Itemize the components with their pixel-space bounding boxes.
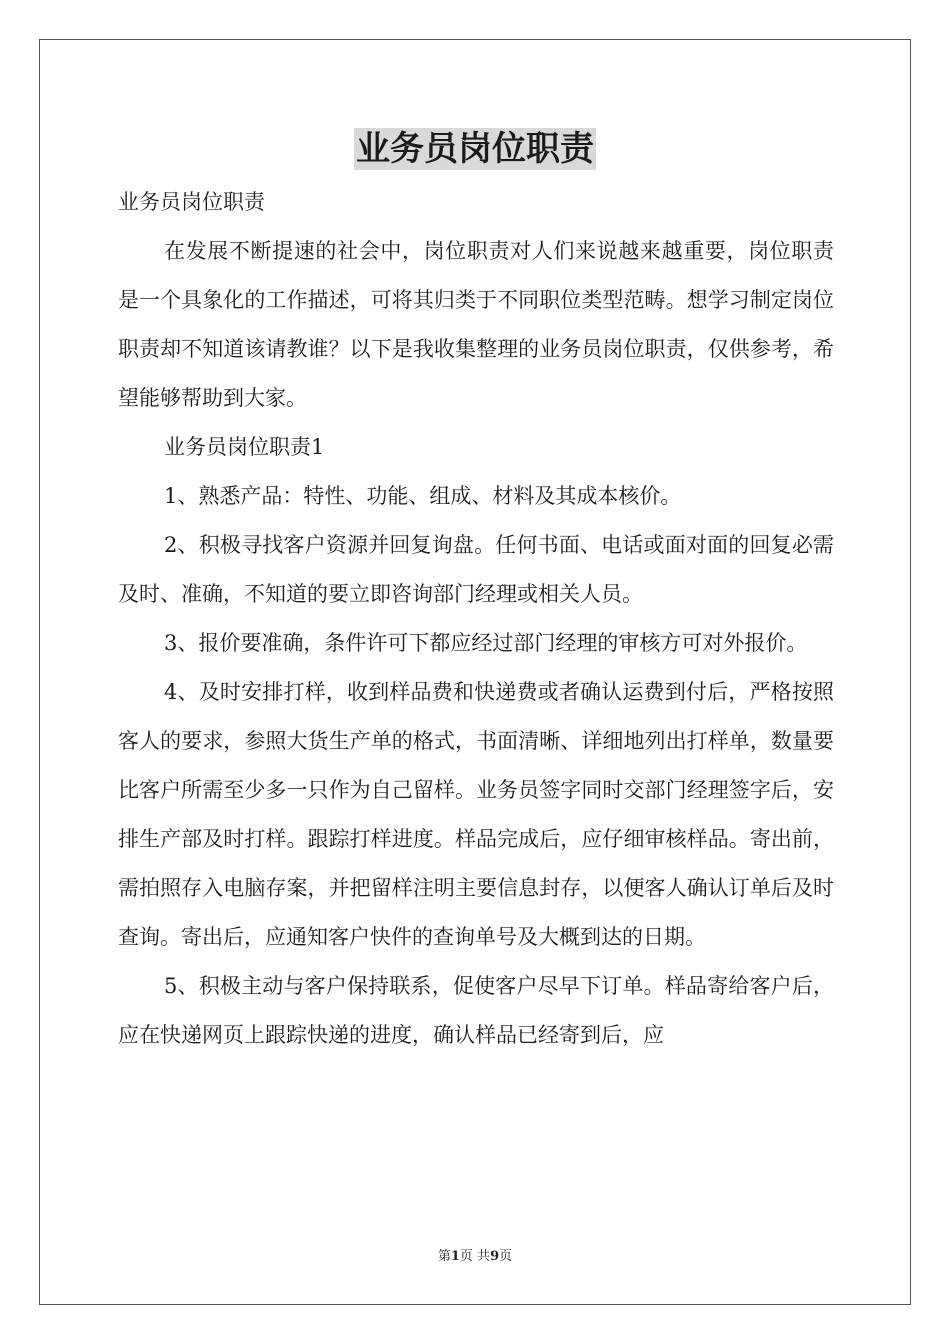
footer-current-page: 1 (450, 1249, 460, 1264)
paragraph-item-1: 1、熟悉产品：特性、功能、组成、材料及其成本核价。 (164, 484, 682, 508)
paragraph-item-4: 4、及时安排打样，收到样品费和快递费或者确认运费到付后，严格按照客人的要求，参照大货生产单的格式，书面清晰、详细地列出打样单，数量要比客户所需至少多一只作为自己留样。业务员签字同时交部门经理签字后，安排生产部及时打样。跟踪打样进度。样品完成后，应仔细审核样品。寄出前，需拍照存入电脑存案，并把留样注明主要信息封存，以便客人确认订单后及时查询。寄出后，应通知客户快件的查询单号及大概到达的日期。 (118, 680, 834, 949)
title-wrap (0, 128, 950, 170)
document-subtitle: 业务员岗位职责 (118, 190, 265, 214)
footer-prefix: 第 (437, 1249, 451, 1264)
footer-total-pages: 9 (490, 1249, 500, 1264)
section-heading: 业务员岗位职责1 (164, 435, 325, 459)
document-title: 业务员岗位职责 (356, 129, 594, 169)
footer-suffix: 页 (499, 1249, 513, 1264)
paragraph-item-5: 5、积极主动与客户保持联系，促使客户尽早下订单。样品寄给客户后，应在快递网页上跟踪快递的进度，确认样品已经寄到后，应 (118, 974, 834, 1047)
paragraph-item-2: 2、积极寻找客户资源并回复询盘。任何书面、电话或面对面的回复必需及时、准确，不知道的要立即咨询部门经理或相关人员。 (118, 533, 834, 606)
footer-mid: 页 共 (459, 1249, 491, 1264)
paragraph-item-3: 3、报价要准确，条件许可下都应经过部门经理的审核方可对外报价。 (164, 631, 808, 655)
document-body (118, 178, 834, 1060)
page-footer (0, 1245, 950, 1264)
paragraph-intro: 在发展不断提速的社会中，岗位职责对人们来说越来越重要，岗位职责是一个具象化的工作描述，可将其归类于不同职位类型范畴。想学习制定岗位职责却不知道该请教谁？以下是我收集整理的业务员岗位职责，仅供参考，希望能够帮助到大家。 (118, 239, 834, 410)
